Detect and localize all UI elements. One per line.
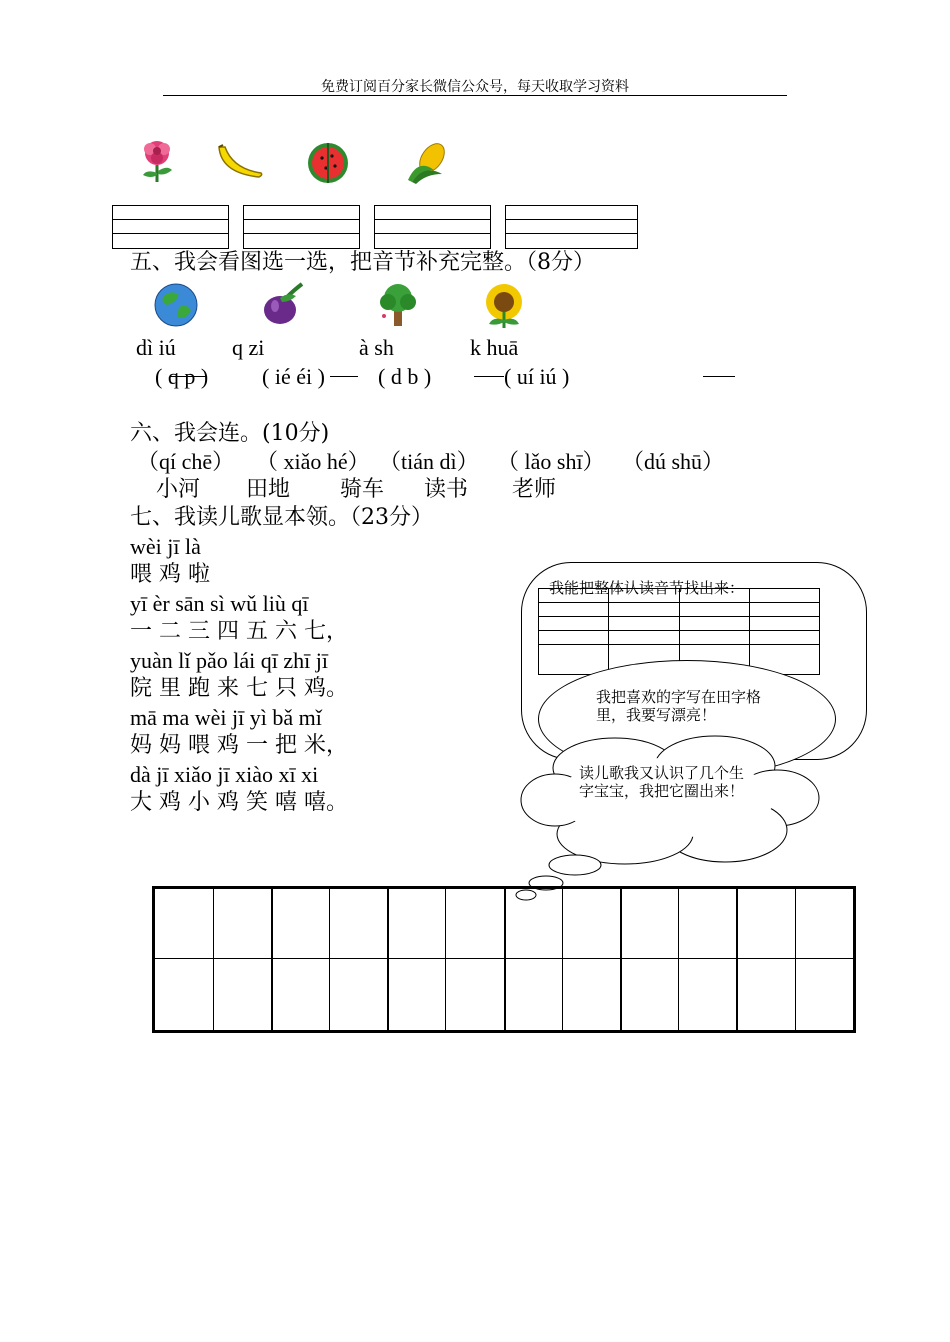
choice-1[interactable]: ( q p )	[155, 364, 209, 389]
syllable-2: q zi	[232, 335, 265, 360]
thought-bubble-text: 读儿歌我又认识了几个生字宝宝，我把它圈出来！	[579, 764, 745, 800]
poem-line-1: wèi jī là	[130, 534, 201, 559]
banana-icon	[215, 143, 265, 183]
section5-title: 五、我会看图选一选，把音节补充完整。（8分）	[130, 250, 595, 275]
match-pinyin-2[interactable]: （ xiǎo hé）	[256, 449, 370, 474]
syllable-4: k huā	[470, 335, 519, 360]
poem-line-7: mā ma wèi jī yì bǎ mǐ	[130, 705, 322, 730]
poem-line-3: yī èr sān sì wǔ liù qī	[130, 591, 309, 616]
header-divider	[163, 95, 787, 96]
match-word-3[interactable]: 骑车	[340, 477, 385, 502]
top-bubble-text: 我能把整体认读音节找出来：	[549, 579, 745, 597]
earth-icon	[153, 283, 199, 327]
tree-icon	[375, 282, 421, 328]
choice-2[interactable]: ( ié éi )	[262, 364, 325, 389]
section6-title: 六、我会连。(10分)	[130, 421, 330, 446]
match-word-4[interactable]: 读书	[424, 477, 469, 502]
match-pinyin-3[interactable]: （tián dì）	[379, 449, 479, 474]
choice-4[interactable]: ( uí iú )	[504, 364, 570, 389]
answer-blank-4	[703, 376, 735, 377]
syllable-3: à sh	[359, 335, 394, 360]
writing-box-4[interactable]	[505, 205, 638, 249]
corn-icon	[404, 140, 450, 184]
writing-box-2[interactable]	[243, 205, 360, 249]
sunflower-icon	[481, 282, 527, 328]
thought-cloud	[515, 730, 835, 905]
answer-blank-3	[474, 376, 504, 377]
poem-line-9: dà jī xiǎo jī xiào xī xi	[130, 762, 319, 787]
answer-blank-2	[330, 376, 358, 377]
choice-3[interactable]: ( d b )	[378, 364, 432, 389]
page-header: 免费订阅百分家长微信公众号，每天收取学习资料	[321, 79, 629, 95]
answer-blank-1	[170, 376, 206, 377]
poem-line-8: 妈 妈 喂 鸡 一 把 米，	[130, 733, 348, 758]
section7-title: 七、我读儿歌显本领。（23分）	[130, 505, 433, 530]
match-word-2[interactable]: 田地	[246, 477, 291, 502]
match-word-1[interactable]: 小河	[156, 477, 201, 502]
poem-line-10: 大 鸡 小 鸡 笑 嘻 嘻。	[130, 790, 348, 815]
poem-line-6: 院 里 跑 来 七 只 鸡。	[130, 676, 348, 701]
match-pinyin-5[interactable]: （dú shū）	[622, 449, 725, 474]
match-pinyin-4[interactable]: （ lǎo shī）	[497, 449, 605, 474]
match-word-5[interactable]: 老师	[512, 477, 557, 502]
writing-box-1[interactable]	[112, 205, 229, 249]
syllable-1: dì iú	[136, 335, 176, 360]
eggplant-icon	[262, 282, 306, 328]
match-pinyin-1[interactable]: （qí chē）	[137, 449, 235, 474]
tianzige-grid[interactable]	[152, 886, 856, 1033]
flower-icon	[137, 139, 177, 183]
poem-line-4: 一 二 三 四 五 六 七，	[130, 619, 348, 644]
middle-bubble-text: 我把喜欢的字写在田字格里，我要写漂亮！	[596, 688, 762, 724]
poem-line-2: 喂 鸡 啦	[130, 562, 210, 587]
poem-line-5: yuàn lǐ pǎo lái qī zhī jī	[130, 648, 328, 673]
watermelon-icon	[306, 142, 350, 184]
writing-box-3[interactable]	[374, 205, 491, 249]
